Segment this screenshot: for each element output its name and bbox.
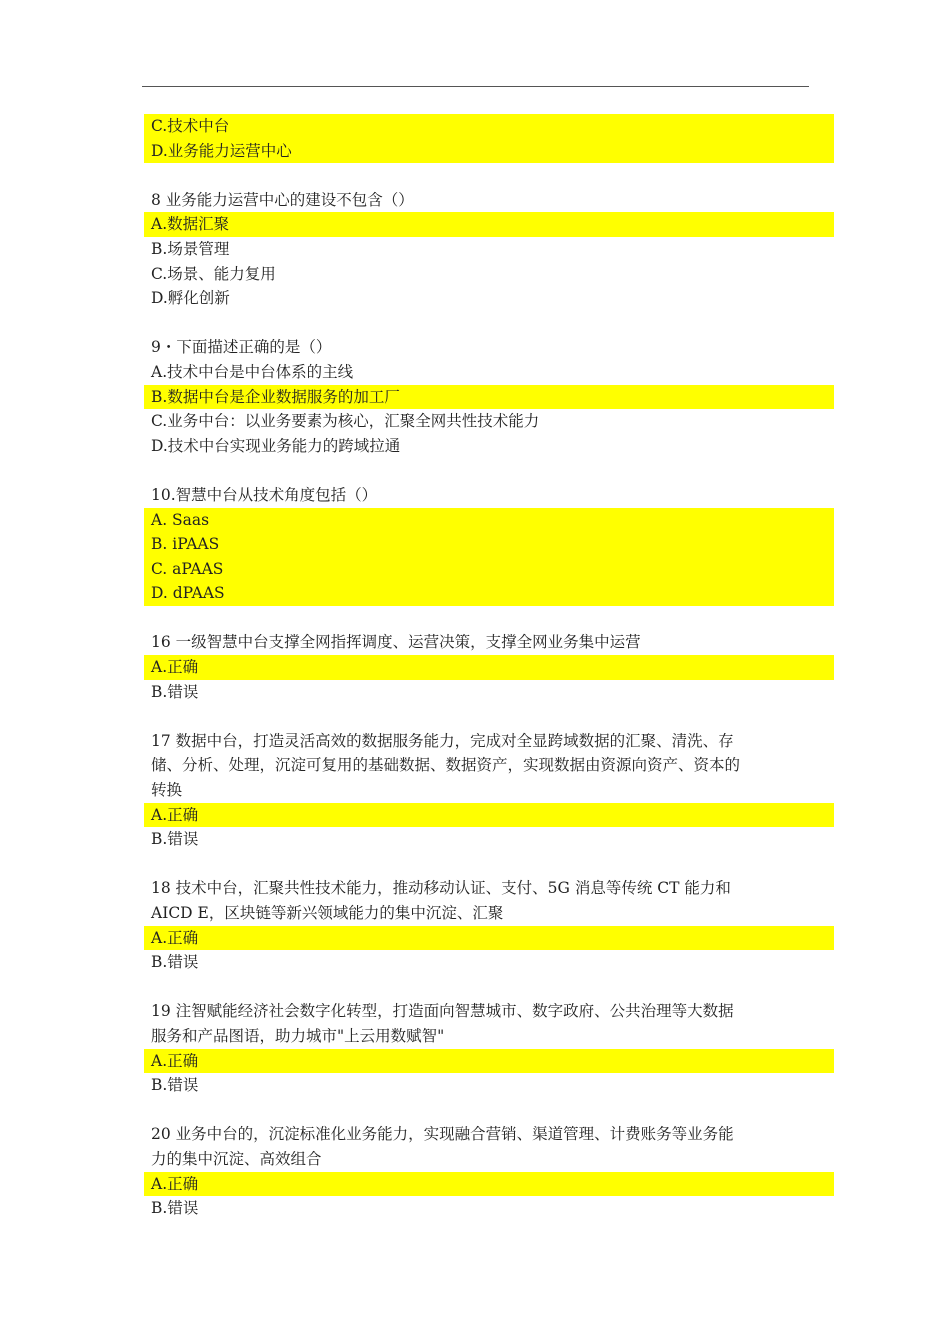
answer-option: B.场景管理 (151, 239, 230, 258)
question-line: 8 业务能力运营中心的建设不包含（） (151, 190, 414, 209)
answer-option: B.错误 (151, 830, 199, 849)
document-body (144, 114, 834, 1221)
question-block (144, 729, 834, 852)
answer-option-highlighted: A. Saas (144, 508, 834, 533)
question-line: 19 注智赋能经济社会数字化转型，打造面向智慧城市、数字政府、公共治理等大数据 (151, 1002, 734, 1021)
answer-option-highlighted: B.数据中台是企业数据服务的加工厂 (144, 385, 834, 410)
lead-options (144, 114, 834, 163)
answer-option-highlighted: B. iPAAS (144, 532, 834, 557)
question-line: 18 技术中台，汇聚共性技术能力，推动移动认证、支付、5G 消息等传统 CT 能力和 (151, 879, 731, 898)
answer-option-highlighted: D. dPAAS (144, 581, 834, 606)
question-line: 10.智慧中台从技术角度包括（） (151, 485, 378, 504)
answer-option: C.场景、能力复用 (151, 264, 276, 283)
answer-option: B.错误 (151, 1076, 199, 1095)
question-text (144, 483, 834, 508)
answer-option: D.技术中台实现业务能力的跨域拉通 (151, 436, 401, 455)
answer-option: B.错误 (151, 953, 199, 972)
question-block (144, 876, 834, 974)
question-list (144, 188, 834, 1221)
question-line: 储、分析、处理，沉淀可复用的基础数据、数据资产，实现数据由资源向资产、资本的 (151, 756, 741, 775)
question-line: 服务和产品图语，助力城市"上云用数赋智" (151, 1026, 445, 1045)
question-text (144, 335, 834, 360)
question-text (144, 999, 834, 1048)
answer-option-highlighted: A.正确 (144, 1172, 834, 1197)
answer-option-highlighted: A.数据汇聚 (144, 212, 834, 237)
answer-option-highlighted: A.正确 (144, 803, 834, 828)
question-line: 20 业务中台的，沉淀标准化业务能力，实现融合营销、渠道管理、计费账务等业务能 (151, 1125, 734, 1144)
question-line: 力的集中沉淀、高效组合 (151, 1149, 322, 1168)
question-text (144, 1122, 834, 1171)
option-c: C.技术中台 (144, 114, 834, 139)
answer-option: C.业务中台：以业务要素为核心，汇聚全网共性技术能力 (151, 412, 540, 431)
question-block (144, 188, 834, 311)
option-d: D.业务能力运营中心 (144, 139, 834, 164)
question-text (144, 630, 834, 655)
question-line: 9・下面描述正确的是（） (151, 338, 332, 357)
answer-option-highlighted: A.正确 (144, 655, 834, 680)
question-line: AICD E，区块链等新兴领域能力的集中沉淀、汇聚 (151, 904, 504, 922)
answer-option: B.错误 (151, 682, 199, 701)
header-rule (142, 86, 809, 87)
question-line: 转换 (151, 781, 183, 800)
answer-option-highlighted: A.正确 (144, 926, 834, 951)
question-text (144, 876, 834, 925)
answer-option-highlighted: C. aPAAS (144, 557, 834, 582)
question-block (144, 483, 834, 606)
question-line: 16 一级智慧中台支撑全网指挥调度、运营决策，支撑全网业务集中运营 (151, 633, 641, 652)
question-line: 17 数据中台，打造灵活高效的数据服务能力，完成对全显跨域数据的汇聚、清洗、存 (151, 731, 734, 750)
question-block (144, 335, 834, 458)
answer-option: B.错误 (151, 1199, 199, 1218)
answer-option-highlighted: A.正确 (144, 1049, 834, 1074)
question-text (144, 729, 834, 803)
question-block (144, 630, 834, 704)
answer-option: D.孵化创新 (151, 289, 230, 308)
question-block (144, 999, 834, 1097)
question-text (144, 188, 834, 213)
answer-option: A.技术中台是中台体系的主线 (151, 362, 354, 381)
question-block (144, 1122, 834, 1220)
